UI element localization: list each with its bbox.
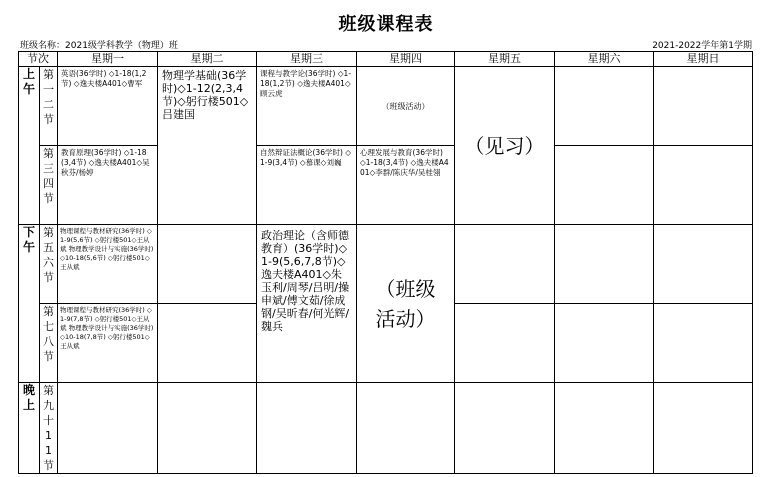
- half-evening: [19, 383, 40, 474]
- course-mon-p56: 物理课程与教材研究(36学时) ◇1-9(5,6节) ◇躬行楼501◇王从斌 物理教学设计与实施(36学时) ◇10-18(5,6节) ◇躬行楼501◇王从斌: [60, 227, 154, 271]
- course-wed-p12: 课程与教学论(36学时) ◇1-18(1,2节) ◇逸夫楼A401◇顾云虎: [260, 69, 352, 98]
- cell-fri-am: [455, 67, 555, 225]
- cell-mon-p911: [58, 383, 158, 474]
- cell-wed-p12: [257, 67, 357, 146]
- page-title: 班级课程表: [338, 14, 434, 35]
- cell-thu-pm: [357, 225, 455, 383]
- period-p78: [40, 304, 58, 383]
- cell-mon-p34: [58, 146, 158, 225]
- col-header-thu: 星期四: [357, 52, 455, 67]
- half-morning: [19, 67, 40, 225]
- col-header-sat: 星期六: [555, 52, 654, 67]
- period-p78-label: 第七八节: [43, 305, 54, 363]
- cell-thu-p34: [357, 146, 455, 225]
- row-p56: [19, 225, 753, 304]
- course-thu-p12: （班级活动）: [381, 101, 430, 111]
- course-fri-am: （见习）: [464, 133, 545, 158]
- row-p911: [19, 383, 753, 474]
- cell-sat-p911: [555, 383, 654, 474]
- col-header-sun: 星期日: [654, 52, 753, 67]
- cell-tue-am: [158, 67, 257, 225]
- cell-sun-p78: [654, 304, 753, 383]
- period-p34: [40, 146, 58, 225]
- col-header-wed: 星期三: [257, 52, 357, 67]
- cell-sun-p12: [654, 67, 753, 146]
- term-label: 2021-2022学年第1学期: [652, 41, 752, 51]
- period-p911: [40, 383, 58, 474]
- cell-fri-p56: [455, 225, 555, 304]
- period-p56: [40, 225, 58, 304]
- course-thu-pm: （班级活动）: [375, 276, 436, 331]
- cell-sat-p12: [555, 67, 654, 146]
- cell-wed-p911: [257, 383, 357, 474]
- cell-tue-p911: [158, 383, 257, 474]
- course-mon-p34: 教育原理(36学时) ◇1-18(3,4节) ◇逸夫楼A401◇吴秋芬/杨婷: [61, 148, 150, 177]
- cell-fri-p911: [455, 383, 555, 474]
- period-p911-label: 第九十11节: [43, 384, 54, 472]
- cell-wed-pm: [257, 225, 357, 383]
- class-name-value: 2021级学科教学（物理）班: [65, 41, 178, 51]
- half-afternoon: [19, 225, 40, 383]
- cell-sat-p78: [555, 304, 654, 383]
- period-p12: [40, 67, 58, 146]
- cell-fri-p78: [455, 304, 555, 383]
- class-name-line: [20, 38, 178, 51]
- course-mon-p12: 英语(36学时) ◇1-18(1,2节) ◇逸夫楼A401◇曹军: [61, 69, 147, 88]
- half-evening-label: 晚上: [23, 383, 36, 412]
- course-wed-p34: 自然辩证法概论(36学时) ◇1-9(3,4节) ◇慕课◇刘巍: [260, 148, 352, 167]
- col-header-tue: 星期二: [158, 52, 257, 67]
- header-row: [19, 52, 753, 67]
- half-morning-label: 上午: [23, 67, 36, 96]
- class-name-label: 班级名称：: [20, 41, 66, 51]
- cell-mon-p56: [58, 225, 158, 304]
- cell-sat-p56: [555, 225, 654, 304]
- period-p34-label: 第三四节: [43, 147, 54, 205]
- cell-sun-p56: [654, 225, 753, 304]
- row-p12: [19, 67, 753, 146]
- cell-mon-p78: [58, 304, 158, 383]
- col-header-mon: 星期一: [58, 52, 158, 67]
- course-tue-p12: 物理学基础(36学时)◇1-12(2,3,4节)◇躬行楼501◇吕建国: [162, 69, 249, 121]
- schedule-table: [18, 51, 753, 474]
- cell-thu-p911: [357, 383, 455, 474]
- col-header-fri: 星期五: [455, 52, 555, 67]
- cell-thu-p12: [357, 67, 455, 146]
- cell-tue-p78: [158, 304, 257, 383]
- row-p34: [19, 146, 753, 225]
- course-wed-pm: 政治理论（含师德教育）(36学时)◇1-9(5,6,7,8节)◇逸夫楼A401◇朱玉利/周琴/吕明/操申斌/傅文茹/徐成钢/吴昕春/何光辉/魏兵: [261, 229, 350, 333]
- cell-mon-p12: [58, 67, 158, 146]
- cell-wed-p34: [257, 146, 357, 225]
- cell-sun-p34: [654, 146, 753, 225]
- course-thu-p34: 心理发展与教育(36学时) ◇1-18(3,4节) ◇逸夫楼A401◇李群/陈庆华/吴桂翎: [360, 148, 449, 177]
- course-mon-p78: 物理课程与教材研究(36学时) ◇1-9(7,8节) ◇躬行楼501◇王从斌 物理教学设计与实施(36学时) ◇10-18(7,8节) ◇躬行楼501◇王从斌: [60, 306, 154, 350]
- half-afternoon-label: 下午: [23, 225, 36, 254]
- cell-tue-p56: [158, 225, 257, 304]
- period-p56-label: 第五六节: [43, 226, 54, 284]
- cell-sat-p34: [555, 146, 654, 225]
- cell-sun-p911: [654, 383, 753, 474]
- col-header-period: 节次: [19, 52, 58, 67]
- period-p12-label: 第一二节: [43, 68, 54, 126]
